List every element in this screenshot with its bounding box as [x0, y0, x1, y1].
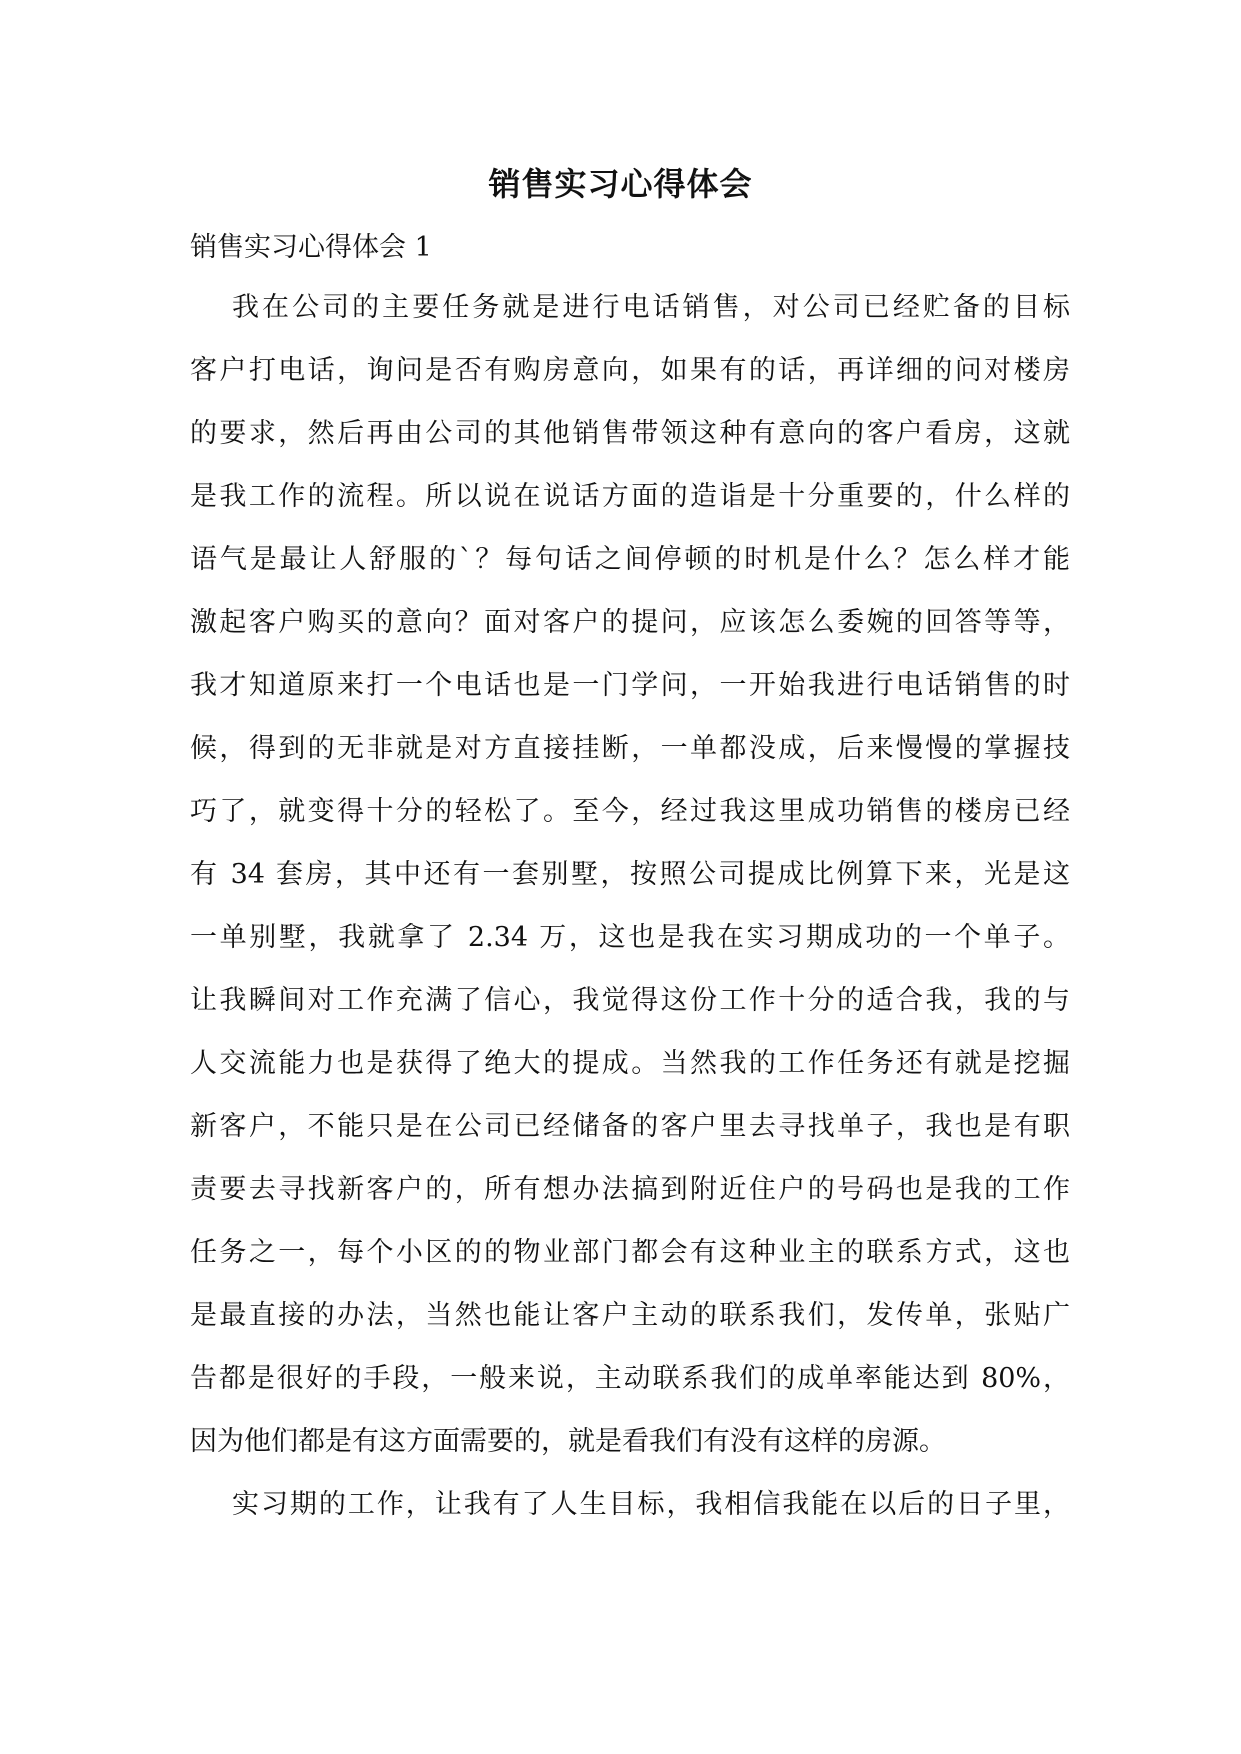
paragraph-1 — [190, 288, 1070, 1485]
text-line: 的要求，然后再由公司的其他销售带领这种有意向的客户看房，这就 — [190, 418, 1070, 449]
text-line: 一单别墅，我就拿了 2.34 万，这也是我在实习期成功的一个单子。 — [190, 922, 1070, 953]
text-line: 激起客户购买的意向？面对客户的提问，应该怎么委婉的回答等等， — [190, 607, 1070, 638]
text-line: 实习期的工作，让我有了人生目标，我相信我能在以后的日子里， — [232, 1489, 1070, 1520]
text-line: 告都是很好的手段，一般来说，主动联系我们的成单率能达到 80%， — [190, 1363, 1070, 1394]
paragraph-2 — [190, 1485, 1070, 1548]
body-text — [190, 288, 1070, 1548]
text-line: 我才知道原来打一个电话也是一门学问，一开始我进行电话销售的时 — [190, 670, 1070, 701]
text-line: 任务之一，每个小区的的物业部门都会有这种业主的联系方式，这也 — [190, 1237, 1070, 1268]
text-line: 语气是最让人舒服的`？每句话之间停顿的时机是什么？怎么样才能 — [190, 544, 1070, 575]
document-title: 销售实习心得体会 — [488, 165, 753, 203]
text-line: 我在公司的主要任务就是进行电话销售，对公司已经贮备的目标 — [232, 292, 1070, 323]
text-line: 是最直接的办法，当然也能让客户主动的联系我们，发传单，张贴广 — [190, 1300, 1070, 1331]
text-line: 责要去寻找新客户的，所有想办法搞到附近住户的号码也是我的工作 — [190, 1174, 1070, 1205]
text-line: 因为他们都是有这方面需要的，就是看我们有没有这样的房源。 — [190, 1426, 946, 1457]
text-line: 有 34 套房，其中还有一套别墅，按照公司提成比例算下来，光是这 — [190, 859, 1070, 890]
text-line: 客户打电话，询问是否有购房意向，如果有的话，再详细的问对楼房 — [190, 355, 1070, 386]
text-line: 人交流能力也是获得了绝大的提成。当然我的工作任务还有就是挖掘 — [190, 1048, 1070, 1079]
text-line: 让我瞬间对工作充满了信心，我觉得这份工作十分的适合我，我的与 — [190, 985, 1070, 1016]
text-line: 是我工作的流程。所以说在说话方面的造诣是十分重要的，什么样的 — [190, 481, 1070, 512]
section-heading: 销售实习心得体会 1 — [190, 232, 432, 263]
text-line: 新客户，不能只是在公司已经储备的客户里去寻找单子，我也是有职 — [190, 1111, 1070, 1142]
text-line: 候，得到的无非就是对方直接挂断，一单都没成，后来慢慢的掌握技 — [190, 733, 1070, 764]
text-line: 巧了，就变得十分的轻松了。至今，经过我这里成功销售的楼房已经 — [190, 796, 1070, 827]
